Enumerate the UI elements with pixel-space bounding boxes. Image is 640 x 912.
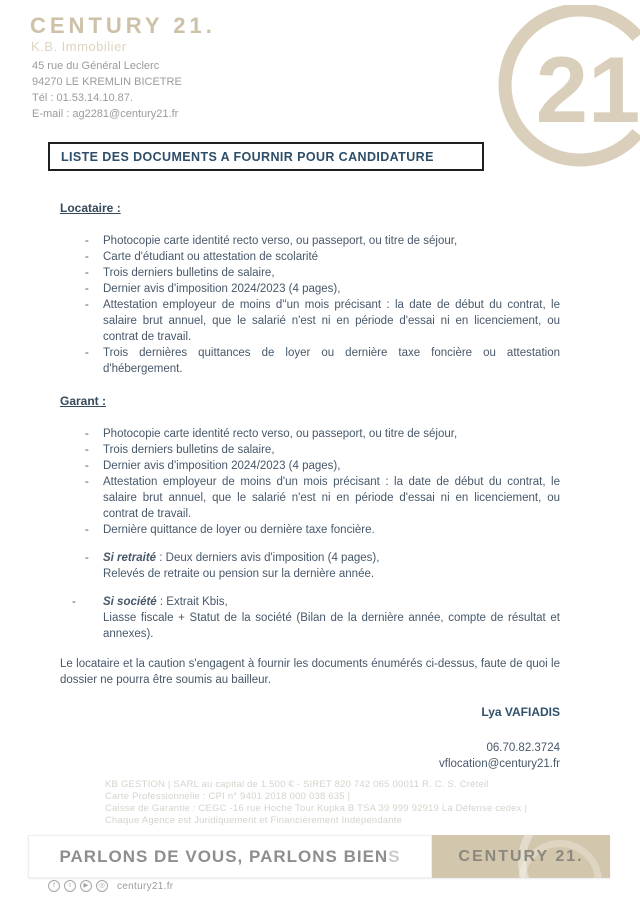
societe-text: : Extrait Kbis,: [156, 596, 228, 608]
list-item-retraite: - Si retraité : Deux derniers avis d'imposition (4 pages), Relevés de retraite ou pension sur la dernière année.: [85, 552, 380, 580]
agency-name: K.B. Immobilier: [31, 39, 127, 54]
twitter-icon: t: [64, 880, 76, 892]
societe-label: Si société: [103, 596, 157, 608]
list-item: - Photocopie carte identité recto verso, ou passeport, ou titre de séjour,: [85, 235, 458, 247]
section-heading-garant: Garant :: [60, 394, 107, 408]
slogan-panel: [28, 835, 432, 878]
closing-paragraph: Le locataire et la caution s'engagent à fournir les documents énumérés ci-dessus, faute de quoi le dossier ne pourra être soumis au bailleur.: [60, 658, 560, 686]
retraite-text: : Deux derniers avis d'imposition (4 pages),: [156, 552, 380, 564]
locataire-list: [60, 233, 560, 377]
century21-logo-text: CENTURY 21.: [30, 13, 216, 38]
legal-line-1: KB GESTION | SARL au capital de 1.500 € - SIRET 820 742 065 00011 R. C. S. Créteil: [105, 779, 489, 790]
signature-name: Lya VAFIADIS: [481, 705, 560, 719]
legal-fine-print: [105, 779, 527, 827]
brand-banner: [28, 835, 610, 878]
document-title-box: [48, 142, 484, 171]
address-line-2: 94270 LE KREMLIN BICETRE: [32, 76, 182, 88]
list-item: - Dernier avis d'imposition 2024/2023 (4 pages),: [85, 283, 341, 295]
list-item: - Attestation employeur de moins d''un mois précisant : la date de début du contrat, le salaire brut annuel, que le salarié n'est ni en période d'essai ni en licenciement, ou contrat de travail.: [85, 299, 560, 343]
list-item: - Attestation employeur de moins d'un mois précisant : la date de début du contrat, le salaire brut annuel, que le salarié n'est ni en période d'essai ni en licenciement, ou contrat de travail.: [85, 476, 560, 520]
agency-address-block: [32, 58, 182, 122]
list-item: - Trois derniers bulletins de salaire,: [85, 444, 275, 456]
legal-line-4: Chaque Agence est Juridiquement et Financièrement Indépendante: [105, 815, 403, 826]
retraite-line2: Relevés de retraite ou pension sur la dernière année.: [103, 568, 375, 580]
century21-seal-icon: [480, 5, 640, 170]
document-title: LISTE DES DOCUMENTS A FOURNIR POUR CANDIDATURE: [61, 149, 434, 164]
signature-phone: 06.70.82.3724: [486, 742, 560, 754]
address-line-1: 45 rue du Général Leclerc: [32, 60, 160, 72]
facebook-icon: f: [48, 880, 60, 892]
list-item: - Trois dernières quittances de loyer ou dernière taxe foncière ou attestation d'hébergement.: [85, 347, 560, 375]
social-row: [48, 880, 173, 892]
section-heading-locataire: Locataire :: [60, 201, 121, 215]
svg-text:21: 21: [535, 37, 640, 142]
agency-email: E-mail : ag2281@century21.fr: [32, 108, 179, 120]
agency-phone: Tél : 01.53.14.10.87.: [32, 92, 133, 104]
slogan-accent-letter: S: [388, 846, 401, 866]
societe-line2: Liasse fiscale + Statut de la société (Bilan de la dernière année, compte de résultat et annexes).: [103, 612, 560, 640]
brand-panel: [432, 835, 610, 878]
list-item: - Carte d'étudiant ou attestation de scolarité: [85, 251, 319, 263]
banner-brand-text: CENTURY 21.: [458, 847, 584, 865]
youtube-icon: ▶: [80, 880, 92, 892]
retraite-label: Si retraité: [103, 552, 157, 564]
legal-line-3: Caisse de Garantie : CEGC -16 rue Hoche Tour Kupka B TSA 39 999 92919 La Défense cedex |: [105, 803, 528, 814]
list-item: - Dernière quittance de loyer ou dernière taxe foncière.: [85, 524, 375, 536]
list-item: - Photocopie carte identité recto verso, ou passeport, ou titre de séjour,: [85, 428, 458, 440]
website-text: century21.fr: [117, 880, 174, 892]
instagram-icon: ◎: [96, 880, 108, 892]
brand-slogan: PARLONS DE VOUS, PARLONS BIENS: [59, 846, 401, 866]
legal-line-2: Carte Professionnelle : CPI n° 9401 2018 000 038 635 |: [105, 791, 351, 802]
list-item: - Trois derniers bulletins de salaire,: [85, 267, 275, 279]
list-item-societe: - Si société : Extrait Kbis, Liasse fiscale + Statut de la société (Bilan de la dernière année, compte de résultat et annexes).: [72, 596, 560, 640]
list-item: - Dernier avis d'imposition 2024/2023 (4 pages),: [85, 460, 341, 472]
signature-email: vflocation@century21.fr: [439, 758, 560, 770]
document-body: [60, 200, 560, 772]
garant-list: [60, 426, 560, 642]
